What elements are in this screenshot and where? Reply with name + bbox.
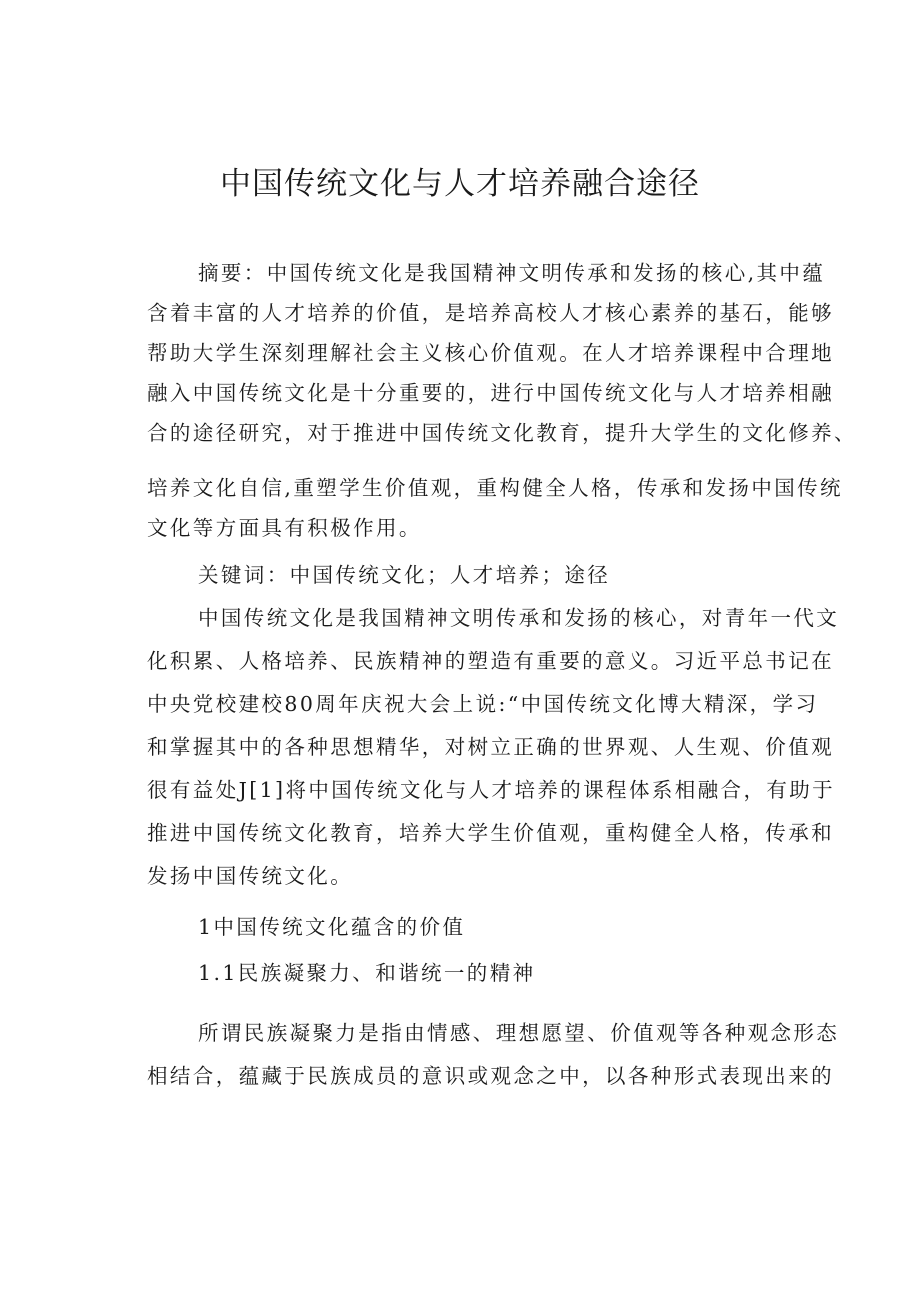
document-title: 中国传统文化与人才培养融合途径: [220, 166, 700, 202]
abstract-line: 合的途径研究，对于推进中国传统文化教育，提升大学生的文化修养、: [147, 421, 857, 445]
abstract-line: 培养文化自信,重塑学生价值观，重构健全人格，传承和发扬中国传统: [147, 476, 843, 500]
intro-line: 和掌握其中的各种思想精华，对树立正确的世界观、人生观、价值观: [147, 735, 834, 759]
section-1-1-heading: 1.1民族凝聚力、和谐统一的精神: [198, 961, 536, 985]
intro-line: 很有益处J[1]将中国传统文化与人才培养的课程体系相融合，有助于: [147, 778, 836, 802]
abstract-line: 融入中国传统文化是十分重要的，进行中国传统文化与人才培养相融: [147, 381, 834, 405]
intro-line: 发扬中国传统文化。: [147, 864, 354, 888]
intro-line: 化积累、人格培养、民族精神的塑造有重要的意义。习近平总书记在: [147, 649, 834, 673]
abstract-line: 帮助大学生深刻理解社会主义核心价值观。在人才培养课程中合理地: [147, 341, 834, 365]
section-1-1-line: 相结合，蕴藏于民族成员的意识或观念之中，以各种形式表现出来的: [147, 1064, 834, 1088]
abstract-line: 文化等方面具有积极作用。: [147, 516, 422, 540]
intro-line: 推进中国传统文化教育，培养大学生价值观，重构健全人格，传承和: [147, 821, 834, 845]
keywords-line: 关键词：中国传统文化；人才培养；途径: [198, 563, 611, 587]
abstract-line: 摘要：中国传统文化是我国精神文明传承和发扬的核心,其中蕴: [198, 261, 826, 285]
abstract-line: 含着丰富的人才培养的价值，是培养高校人才核心素养的基石，能够: [147, 301, 834, 325]
intro-line: 中央党校建校80周年庆祝大会上说:“中国传统文化博大精深，学习: [147, 692, 819, 716]
section-1-1-line: 所谓民族凝聚力是指由情感、理想愿望、价值观等各种观念形态: [198, 1021, 840, 1045]
intro-line: 中国传统文化是我国精神文明传承和发扬的核心，对青年一代文: [198, 606, 840, 630]
section-1-heading: 1中国传统文化蕴含的价值: [198, 915, 466, 939]
